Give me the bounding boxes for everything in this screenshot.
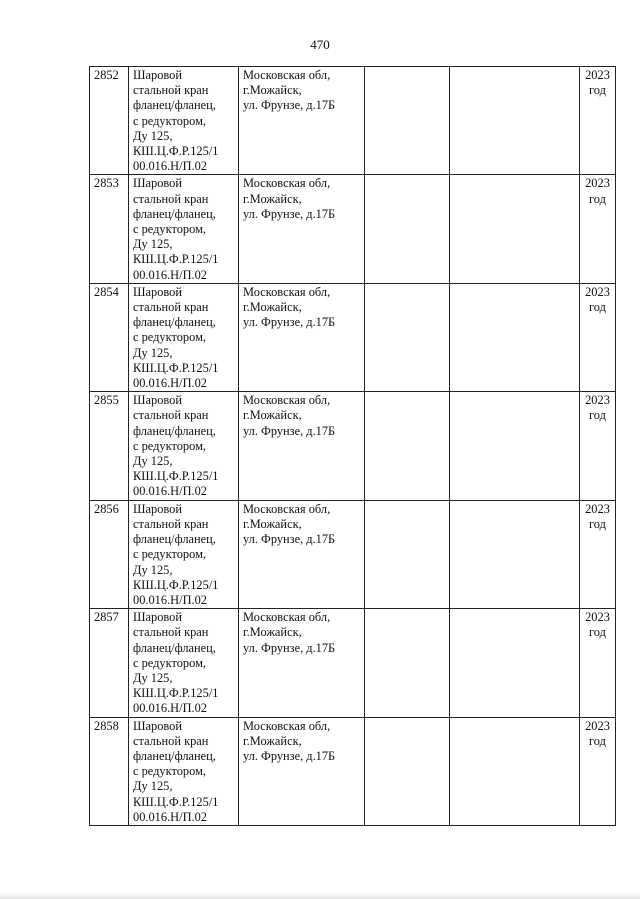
item-name-line: 00.016.Н/П.02 xyxy=(133,592,207,607)
item-name-line: КШ.Ц.Ф.Р.125/1 xyxy=(133,686,219,701)
item-name-line: 00.016.Н/П.02 xyxy=(133,701,207,716)
item-name-cell xyxy=(129,175,239,283)
table-row xyxy=(90,175,616,283)
item-name-line: фланец/фланец, xyxy=(133,748,216,763)
address-cell xyxy=(239,283,365,391)
empty-cell xyxy=(365,67,450,175)
address-line: г.Можайск, xyxy=(243,83,302,98)
item-name-line: фланец/фланец, xyxy=(133,315,216,330)
year-line: год xyxy=(589,733,606,748)
address-line: г.Можайск, xyxy=(243,300,302,315)
address-cell xyxy=(239,67,365,175)
address-cell xyxy=(239,500,365,608)
year-cell xyxy=(580,500,616,608)
address-line: Московская обл, xyxy=(243,176,331,191)
item-name-line: стальной кран xyxy=(133,300,209,315)
row-number-cell xyxy=(90,392,129,500)
item-name-line: КШ.Ц.Ф.Р.125/1 xyxy=(133,577,219,592)
item-name-line: с редуктором, xyxy=(133,764,207,779)
address-line: ул. Фрунзе, д.17Б xyxy=(243,532,336,547)
year-line: год xyxy=(589,300,606,315)
year-line: 2023 xyxy=(585,501,610,516)
address-line: ул. Фрунзе, д.17Б xyxy=(243,640,336,655)
registry-table-body xyxy=(90,67,616,826)
address-line: ул. Фрунзе, д.17Б xyxy=(243,206,336,221)
year-cell xyxy=(580,392,616,500)
year-cell xyxy=(580,609,616,717)
item-name-line: с редуктором, xyxy=(133,222,207,237)
item-name-line: с редуктором, xyxy=(133,438,207,453)
empty-cell xyxy=(450,283,580,391)
item-name-line: Ду 125, xyxy=(133,128,173,143)
table-row xyxy=(90,392,616,500)
item-name-line: 00.016.Н/П.02 xyxy=(133,376,207,391)
table-row xyxy=(90,67,616,175)
row-number-cell xyxy=(90,67,129,175)
empty-cell xyxy=(450,67,580,175)
year-line: 2023 xyxy=(585,393,610,408)
item-name-line: фланец/фланец, xyxy=(133,532,216,547)
empty-cell xyxy=(450,500,580,608)
row-number: 2852 xyxy=(94,68,119,82)
address-line: Московская обл, xyxy=(243,284,331,299)
row-number-cell xyxy=(90,500,129,608)
empty-cell xyxy=(450,609,580,717)
address-line: Московская обл, xyxy=(243,393,331,408)
address-line: Московская обл, xyxy=(243,610,331,625)
year-line: год xyxy=(589,408,606,423)
item-name-line: 00.016.Н/П.02 xyxy=(133,484,207,499)
row-number: 2854 xyxy=(94,284,119,299)
item-name-line: КШ.Ц.Ф.Р.125/1 xyxy=(133,360,219,375)
year-cell xyxy=(580,283,616,391)
empty-cell xyxy=(450,392,580,500)
table-row xyxy=(90,283,616,391)
item-name-line: КШ.Ц.Ф.Р.125/1 xyxy=(133,469,219,484)
item-name-line: с редуктором, xyxy=(133,330,207,345)
item-name-line: Шаровой xyxy=(133,68,182,82)
empty-cell xyxy=(450,717,580,825)
year-line: 2023 xyxy=(585,68,610,82)
table-row xyxy=(90,500,616,608)
item-name-line: Ду 125, xyxy=(133,670,173,685)
item-name-line: Ду 125, xyxy=(133,779,173,794)
address-line: ул. Фрунзе, д.17Б xyxy=(243,748,336,763)
item-name-line: Ду 125, xyxy=(133,345,173,360)
address-line: ул. Фрунзе, д.17Б xyxy=(243,315,336,330)
year-line: 2023 xyxy=(585,718,610,733)
row-number-cell xyxy=(90,283,129,391)
item-name-cell xyxy=(129,283,239,391)
row-number-cell xyxy=(90,717,129,825)
row-number: 2856 xyxy=(94,501,119,516)
item-name-line: Ду 125, xyxy=(133,454,173,469)
address-line: ул. Фрунзе, д.17Б xyxy=(243,98,336,113)
item-name-line: фланец/фланец, xyxy=(133,98,216,113)
item-name-cell xyxy=(129,67,239,175)
empty-cell xyxy=(365,717,450,825)
item-name-line: стальной кран xyxy=(133,733,209,748)
year-line: год xyxy=(589,516,606,531)
item-name-line: стальной кран xyxy=(133,408,209,423)
item-name-cell xyxy=(129,500,239,608)
row-number-cell xyxy=(90,609,129,717)
item-name-cell xyxy=(129,717,239,825)
item-name-line: фланец/фланец, xyxy=(133,423,216,438)
empty-cell xyxy=(365,175,450,283)
year-line: год xyxy=(589,191,606,206)
empty-cell xyxy=(450,175,580,283)
row-number-cell xyxy=(90,175,129,283)
empty-cell xyxy=(365,500,450,608)
item-name-line: Ду 125, xyxy=(133,562,173,577)
item-name-line: Шаровой xyxy=(133,501,182,516)
item-name-line: Шаровой xyxy=(133,610,182,625)
item-name-cell xyxy=(129,392,239,500)
address-cell xyxy=(239,392,365,500)
year-line: год xyxy=(589,83,606,98)
item-name-line: КШ.Ц.Ф.Р.125/1 xyxy=(133,794,219,809)
page-number: 470 xyxy=(310,37,330,52)
year-line: 2023 xyxy=(585,610,610,625)
empty-cell xyxy=(365,609,450,717)
row-number: 2858 xyxy=(94,718,119,733)
address-line: Московская обл, xyxy=(243,68,331,82)
item-name-line: стальной кран xyxy=(133,191,209,206)
year-cell xyxy=(580,67,616,175)
row-number: 2855 xyxy=(94,393,119,408)
address-line: г.Можайск, xyxy=(243,516,302,531)
item-name-line: Шаровой xyxy=(133,284,182,299)
table-row xyxy=(90,609,616,717)
row-number: 2853 xyxy=(94,176,119,191)
address-line: г.Можайск, xyxy=(243,625,302,640)
empty-cell xyxy=(365,283,450,391)
year-line: 2023 xyxy=(585,176,610,191)
year-cell xyxy=(580,717,616,825)
item-name-line: Шаровой xyxy=(133,176,182,191)
address-cell xyxy=(239,175,365,283)
item-name-line: стальной кран xyxy=(133,516,209,531)
item-name-line: Шаровой xyxy=(133,718,182,733)
table-row xyxy=(90,717,616,825)
item-name-line: стальной кран xyxy=(133,83,209,98)
item-name-line: 00.016.Н/П.02 xyxy=(133,267,207,282)
item-name-line: фланец/фланец, xyxy=(133,640,216,655)
item-name-line: фланец/фланец, xyxy=(133,206,216,221)
item-name-line: КШ.Ц.Ф.Р.125/1 xyxy=(133,144,219,159)
item-name-line: 00.016.Н/П.02 xyxy=(133,159,207,174)
year-line: год xyxy=(589,625,606,640)
item-name-line: с редуктором, xyxy=(133,655,207,670)
address-cell xyxy=(239,717,365,825)
address-cell xyxy=(239,609,365,717)
address-line: г.Можайск, xyxy=(243,408,302,423)
address-line: г.Можайск, xyxy=(243,191,302,206)
item-name-line: 00.016.Н/П.02 xyxy=(133,809,207,824)
registry-table xyxy=(89,66,616,826)
year-cell xyxy=(580,175,616,283)
item-name-line: Ду 125, xyxy=(133,237,173,252)
item-name-line: стальной кран xyxy=(133,625,209,640)
address-line: Московская обл, xyxy=(243,718,331,733)
address-line: Московская обл, xyxy=(243,501,331,516)
address-line: ул. Фрунзе, д.17Б xyxy=(243,423,336,438)
row-number: 2857 xyxy=(94,610,119,625)
year-line: 2023 xyxy=(585,284,610,299)
item-name-line: КШ.Ц.Ф.Р.125/1 xyxy=(133,252,219,267)
address-line: г.Можайск, xyxy=(243,733,302,748)
item-name-line: Шаровой xyxy=(133,393,182,408)
item-name-line: с редуктором, xyxy=(133,113,207,128)
item-name-cell xyxy=(129,609,239,717)
scan-edge xyxy=(0,892,640,899)
empty-cell xyxy=(365,392,450,500)
item-name-line: с редуктором, xyxy=(133,547,207,562)
